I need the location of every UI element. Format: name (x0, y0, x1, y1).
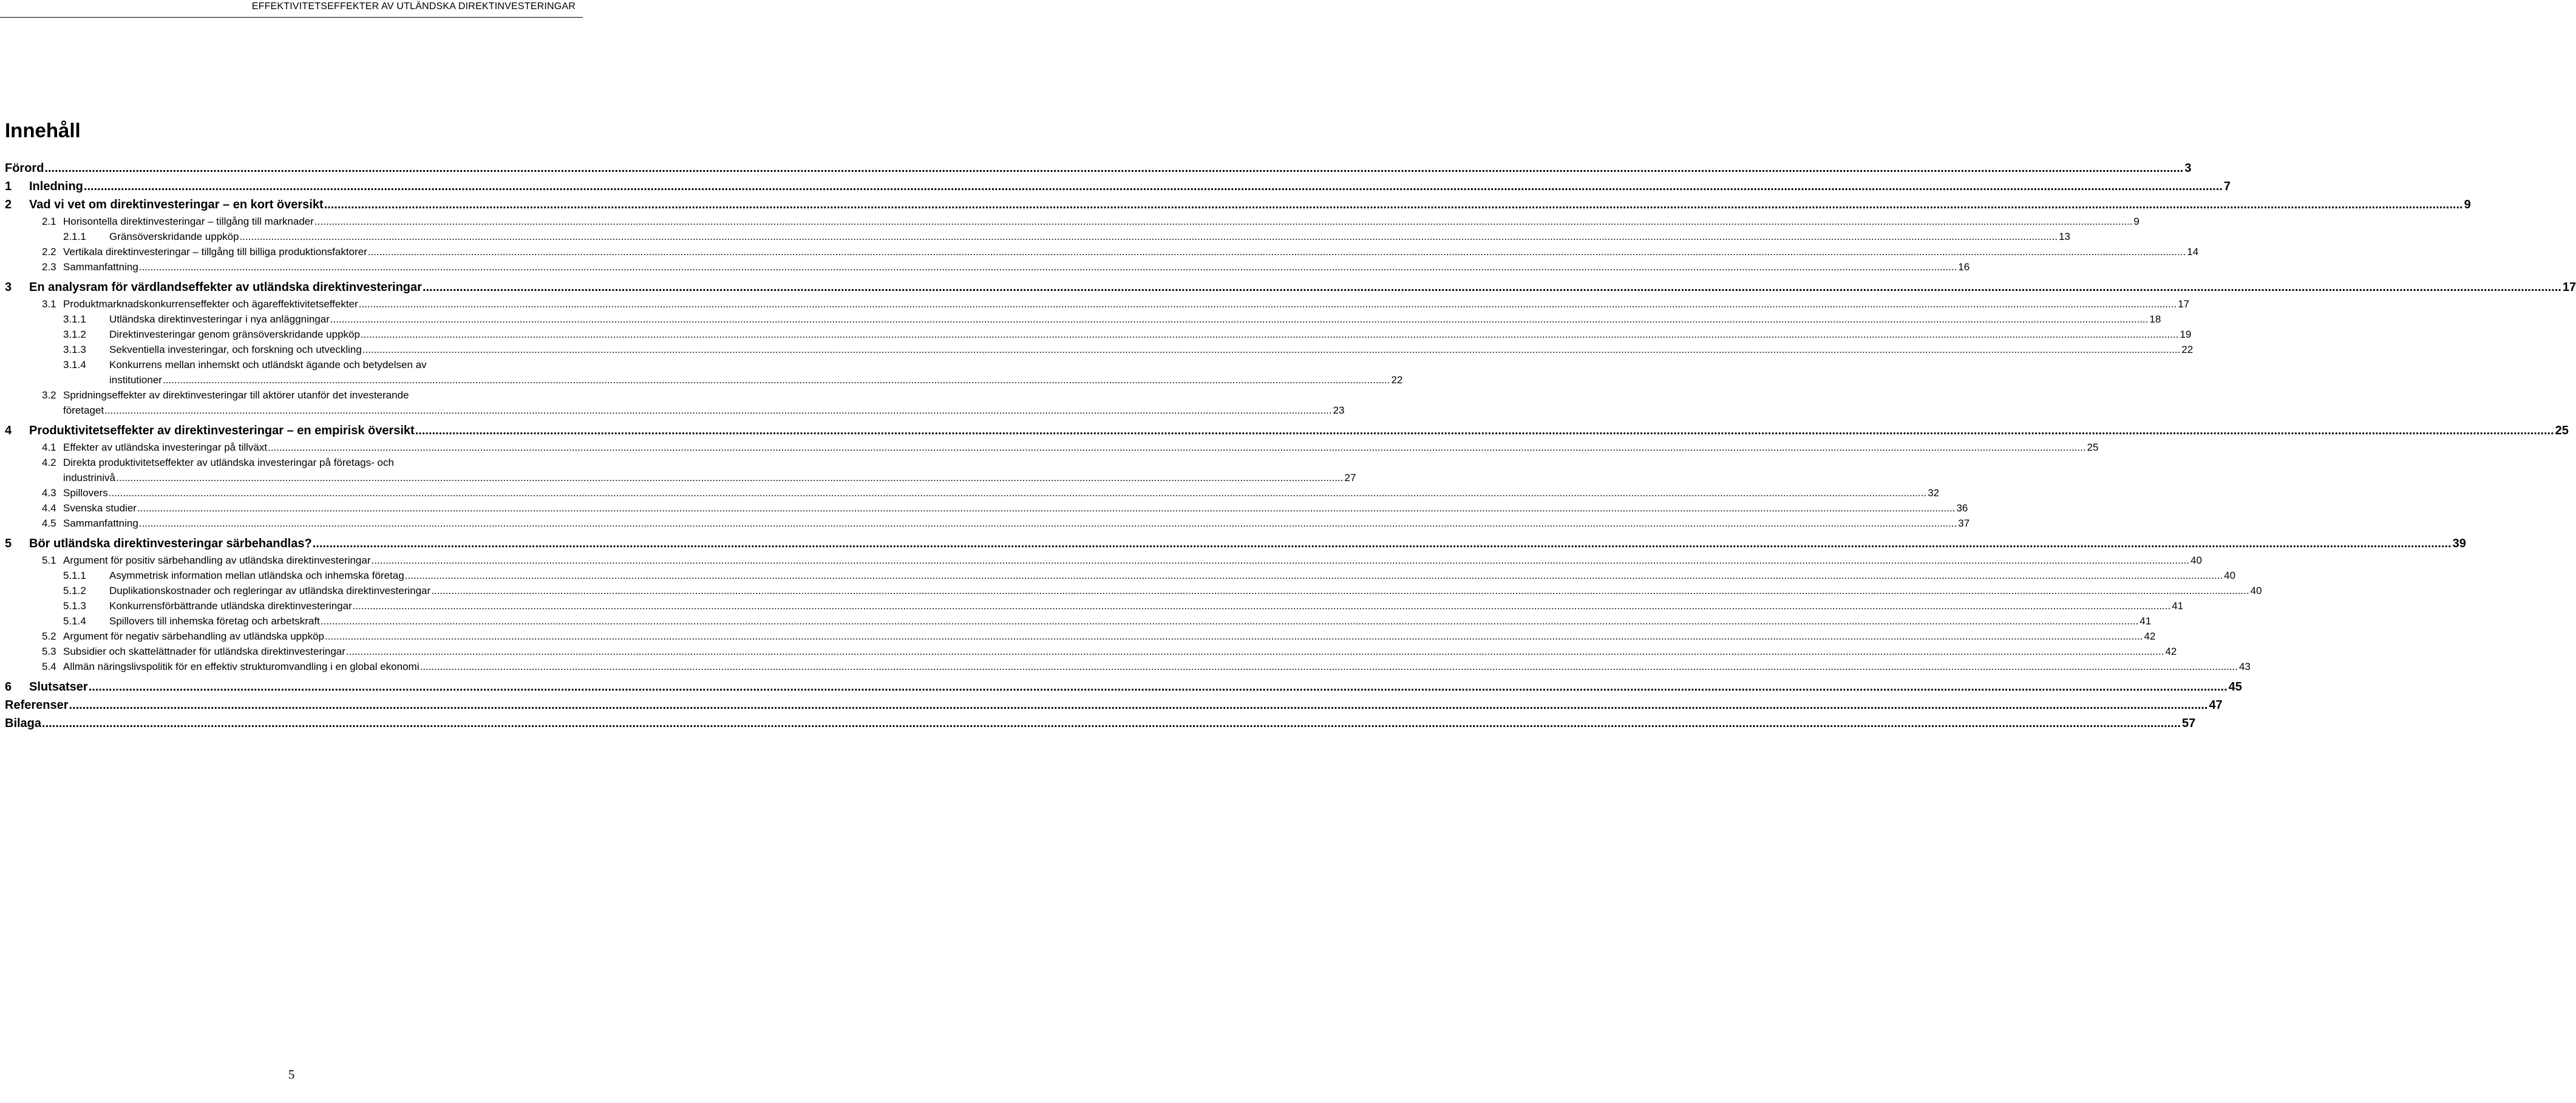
page-number: 5 (288, 1067, 295, 1082)
toc-entry-label-line2: industrinivå (63, 472, 115, 483)
toc-entry-label: Bör utländska direktinvesteringar särbehandlas? (29, 537, 312, 550)
toc-entry-bilaga[interactable] (5, 714, 2196, 732)
toc-entry-page: 40 (2190, 555, 2202, 566)
toc-entry-page: 40 (2250, 585, 2262, 596)
toc-entry-3-1[interactable] (5, 296, 2190, 312)
toc-entry-label-line1: Direkta produktivitetseffekter av utländska investeringar på företags- och (63, 457, 394, 468)
toc-entry-label: Spillovers (63, 487, 108, 499)
dot-leader (89, 678, 2228, 696)
toc-title: Innehåll (5, 119, 81, 142)
toc-entry-number: 4.4 (42, 502, 56, 514)
toc-entry-label: Bilaga (5, 717, 42, 730)
toc-entry-page: 47 (2209, 698, 2223, 712)
dot-leader (321, 613, 2138, 629)
dot-leader (330, 312, 2148, 327)
toc-entry-number: 5 (5, 537, 12, 550)
toc-entry-page: 13 (2059, 231, 2070, 242)
toc-entry-4-1[interactable] (5, 440, 2099, 455)
toc-entry-number: 5.2 (42, 630, 56, 642)
toc-entry-number: 6 (5, 680, 12, 694)
toc-entry-label: Vertikala direktinvesteringar – tillgång till billiga produktionsfaktorer (63, 246, 367, 258)
toc-entry-number: 5.1.2 (63, 585, 86, 596)
toc-entry-label: Utländska direktinvesteringar i nya anläggningar (109, 313, 330, 325)
dot-leader (415, 422, 2554, 440)
header-rule (0, 17, 583, 18)
toc-entry-label-line2: företaget (63, 405, 104, 416)
dot-leader (325, 629, 2143, 644)
toc-entry-number: 2.1.1 (63, 231, 86, 242)
toc-entry-label: Produktmarknadskonkurrenseffekter och ägareffektivitetseffekter (63, 298, 358, 310)
toc-entry-page: 37 (1958, 517, 1970, 529)
toc-entry-number: 3.1.3 (63, 344, 86, 355)
toc-entry-label: Duplikationskostnader och regleringar av utländska direktinvesteringar (109, 585, 431, 596)
toc-entry-page: 57 (2181, 717, 2196, 730)
toc-entry-number: 2.1 (42, 216, 56, 227)
toc-entry-5-1-1[interactable] (5, 568, 2236, 583)
toc-entry-page: 14 (2187, 246, 2199, 258)
toc-entry-2-1-1[interactable] (5, 229, 2070, 244)
toc-entry-page: 19 (2180, 329, 2192, 340)
dot-leader (268, 440, 2085, 455)
dot-leader (420, 659, 2237, 674)
toc-entry-1[interactable] (5, 177, 2231, 196)
toc-entry-number: 4.3 (42, 487, 56, 499)
toc-entry-number: 5.3 (42, 646, 56, 657)
toc-entry-label: Spillovers till inhemska företag och arbetskraft (109, 615, 320, 627)
toc-entry-4[interactable] (5, 422, 2569, 440)
toc-entry-label: Svenska studier (63, 502, 137, 514)
toc-entry-5-1-2[interactable] (5, 583, 2262, 598)
toc-entry-page: 7 (2223, 180, 2231, 193)
toc-entry-2[interactable] (5, 196, 2471, 214)
toc-entry-5-3[interactable] (5, 644, 2177, 659)
toc-entry-2-2[interactable] (5, 244, 2199, 259)
toc-entry-label: Referenser (5, 698, 69, 712)
toc-entry-6[interactable] (5, 678, 2242, 696)
dot-leader (431, 583, 2249, 598)
dot-leader (44, 159, 2183, 177)
toc-entry-5-1[interactable] (5, 553, 2202, 568)
toc-entry-label: Horisontella direktinvesteringar – tillgång till marknader (63, 216, 314, 227)
toc-entry-forord[interactable] (5, 159, 2192, 177)
toc-entry-number: 3.2 (42, 389, 56, 401)
toc-entry-page: 23 (1333, 405, 1345, 416)
toc-entry-5-1-3[interactable] (5, 598, 2184, 613)
dot-leader (368, 244, 2186, 259)
dot-leader (139, 516, 1957, 531)
dot-leader (324, 196, 2463, 214)
toc-entry-3-1-2[interactable] (5, 327, 2192, 342)
toc-entry-label: Asymmetrisk information mellan utländska och inhemska företag (109, 570, 404, 581)
dot-leader (372, 553, 2189, 568)
dot-leader (359, 296, 2177, 312)
toc-entry-number: 5.1.4 (63, 615, 86, 627)
toc-entry-label-line1: Spridningseffekter av direktinvesteringar till aktörer utanför det investerande (63, 389, 409, 401)
toc-entry-referenser[interactable] (5, 696, 2223, 714)
toc-entry-label: Konkurrensförbättrande utländska direktinvesteringar (109, 600, 352, 612)
toc-entry-page: 25 (2555, 424, 2569, 437)
toc-entry-page: 43 (2238, 661, 2251, 672)
dot-leader (139, 259, 1957, 275)
toc-entry-3-1-4[interactable] (5, 357, 1403, 388)
toc-entry-label-line1: Konkurrens mellan inhemskt och utländskt ägande och betydelsen av (109, 359, 427, 371)
toc-entry-label: Sammanfattning (63, 517, 138, 529)
toc-entry-page: 25 (2087, 442, 2099, 453)
toc-entry-page: 41 (2172, 600, 2184, 612)
toc-entry-page: 17 (2178, 298, 2190, 310)
toc-entry-label: Inledning (29, 180, 83, 193)
toc-entry-label: Produktivitetseffekter av direktinvesteringar – en empirisk översikt (29, 424, 415, 437)
dot-leader (84, 177, 2223, 196)
dot-leader (353, 598, 2170, 613)
toc-entry-label: En analysram för värdlandseffekter av utländska direktinvesteringar (29, 281, 422, 294)
toc-entry-number: 4 (5, 424, 12, 437)
toc-entry-number: 2.2 (42, 246, 56, 258)
toc-entry-label: Sammanfattning (63, 261, 138, 273)
toc-entry-4-4[interactable] (5, 500, 1968, 516)
dot-leader (405, 568, 2223, 583)
toc-entry-4-2[interactable] (5, 455, 1356, 485)
toc-entry-label: Slutsatser (29, 680, 88, 694)
dot-leader (361, 327, 2178, 342)
dot-leader (137, 500, 1955, 516)
toc-entry-page: 39 (2452, 537, 2466, 550)
dot-leader (423, 278, 2561, 296)
toc-entry-number: 4.5 (42, 517, 56, 529)
toc-entry-page: 40 (2224, 570, 2236, 581)
toc-entry-page: 9 (2464, 198, 2471, 211)
toc-entry-4-5[interactable] (5, 516, 1970, 531)
toc-entry-number: 3 (5, 281, 12, 294)
toc-entry-page: 32 (1928, 487, 1940, 499)
dot-leader (346, 644, 2164, 659)
table-of-contents (5, 159, 2576, 732)
toc-entry-label: Effekter av utländska investeringar på tillväxt (63, 442, 268, 453)
toc-entry-label: Sekventiella investeringar, och forskning och utveckling (109, 344, 362, 355)
toc-entry-number: 3.1.2 (63, 329, 86, 340)
toc-entry-3[interactable] (5, 278, 2576, 296)
toc-entry-label: Förord (5, 162, 44, 175)
toc-entry-page: 3 (2184, 162, 2192, 175)
dot-leader (314, 214, 2132, 229)
toc-entry-page: 18 (2149, 313, 2161, 325)
toc-entry-number: 1 (5, 180, 12, 193)
toc-entry-number: 4.2 (42, 457, 56, 468)
dot-leader (163, 372, 1390, 388)
running-header: EFFEKTIVITETSEFFEKTER AV UTLÄNDSKA DIREKTINVESTERINGAR (251, 1, 576, 12)
toc-entry-number: 2.3 (42, 261, 56, 273)
toc-entry-number: 3.1 (42, 298, 56, 310)
toc-entry-page: 9 (2133, 216, 2139, 227)
dot-leader (109, 485, 1926, 500)
dot-leader (69, 696, 2208, 714)
dot-leader (240, 229, 2058, 244)
toc-entry-page: 27 (1344, 472, 1356, 483)
toc-entry-label: Allmän näringslivspolitik för en effektiv strukturomvandling i en global ekonomi (63, 661, 420, 672)
toc-entry-3-1-1[interactable] (5, 312, 2161, 327)
toc-entry-label: Argument för positiv särbehandling av utländska direktinvesteringar (63, 555, 371, 566)
toc-entry-label: Gränsöverskridande uppköp (109, 231, 239, 242)
toc-entry-number: 5.1 (42, 555, 56, 566)
toc-entry-page: 17 (2562, 281, 2576, 294)
toc-entry-label-line2: institutioner (109, 374, 162, 386)
toc-entry-number: 2 (5, 198, 12, 211)
toc-entry-5-2[interactable] (5, 629, 2156, 644)
toc-entry-page: 16 (1958, 261, 1970, 273)
toc-entry-number: 3.1.4 (63, 359, 86, 371)
toc-entry-4-3[interactable] (5, 485, 1940, 500)
toc-entry-label: Argument för negativ särbehandling av utländska uppköp (63, 630, 325, 642)
dot-leader (116, 470, 1344, 485)
toc-entry-2-3[interactable] (5, 259, 1970, 275)
toc-entry-page: 41 (2139, 615, 2152, 627)
dot-leader (104, 403, 1332, 418)
toc-entry-label: Subsidier och skattelättnader för utländska direktinvesteringar (63, 646, 345, 657)
dot-leader (313, 534, 2452, 553)
toc-entry-number: 5.1.3 (63, 600, 86, 612)
toc-entry-number: 3.1.1 (63, 313, 86, 325)
toc-entry-number: 5.1.1 (63, 570, 86, 581)
toc-entry-page: 22 (2181, 344, 2194, 355)
toc-entry-number: 5.4 (42, 661, 56, 672)
toc-entry-3-2[interactable] (5, 388, 1345, 418)
toc-entry-page: 36 (1956, 502, 1968, 514)
toc-entry-5-4[interactable] (5, 659, 2251, 674)
toc-entry-number: 4.1 (42, 442, 56, 453)
toc-entry-label: Direktinvesteringar genom gränsöverskridande uppköp (109, 329, 360, 340)
toc-entry-page: 22 (1391, 374, 1403, 386)
dot-leader (362, 342, 2180, 357)
toc-entry-page: 42 (2144, 630, 2156, 642)
toc-entry-5-1-4[interactable] (5, 613, 2152, 629)
toc-entry-3-1-3[interactable] (5, 342, 2194, 357)
toc-entry-2-1[interactable] (5, 214, 2139, 229)
toc-entry-page: 45 (2228, 680, 2242, 694)
toc-entry-5[interactable] (5, 534, 2466, 553)
dot-leader (42, 714, 2181, 732)
toc-entry-label: Vad vi vet om direktinvesteringar – en kort översikt (29, 198, 324, 211)
toc-entry-page: 42 (2165, 646, 2177, 657)
